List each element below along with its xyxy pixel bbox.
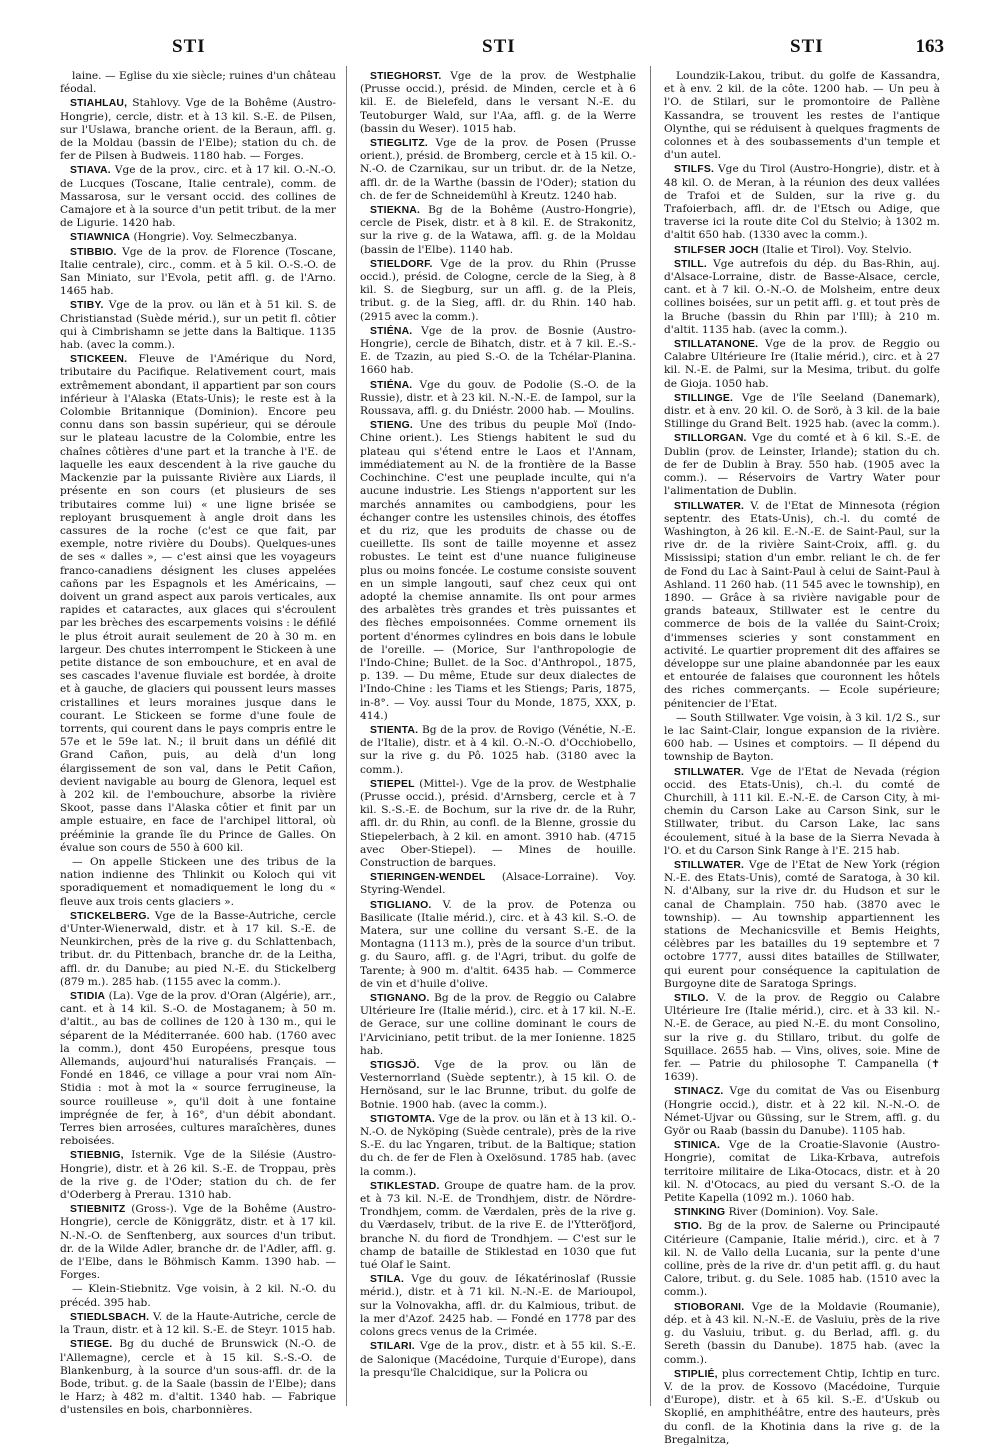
dictionary-entry bbox=[664, 392, 940, 432]
entry-text: Une des tribus du peuple Moï (Indo-Chine orient.). Les Stiengs habitent le sud du plateau qui s'étend entre le Laos et l'Annam, immédiatement au N. de la frontière de la Basse Cochinchine. C'est une peuplade inculte, qui n'a aucune industrie. Les Stiengs n'apportent sur les marchés annamites ou cambodgiens, pour les échanger contre les ustensiles chinois, des étoffes et du riz, que les produits de chasse ou de cueillette. Ils sont de taille moyenne et assez robustes. Le teint est d'une nuance fuligineuse plus ou moins foncée. Le costume consiste souvent en un simple langouti, sauf chez ceux qui ont adopté la chemise annamite. Ils ont pour armes des arbalètes très grandes et très puissantes et des flèches empoisonnées. Comme ornement ils portent d'énormes cylindres en bois dans le lobule de l'oreille. — (Morice, Sur l'anthropologie de l'Indo-Chine; Bullet. de la Soc. d'Anthropol., 1875, p. 139. — Du même, Etude sur deux dialectes de l'Indo-Chine : les Tiams et les Stiengs; Paris, 1875, in-8°. — Voy. aussi Tour du Monde, 1875, XXX, p. 414.) bbox=[360, 419, 637, 722]
entry-headword: STIENTA. bbox=[370, 724, 419, 736]
entry-text: V. de la Haute-Autriche, cercle de la Traun, distr. et à 12 kil. S.-E. de Steyr. 1015 hab. bbox=[60, 1310, 336, 1337]
entry-headword: STIEGLITZ. bbox=[370, 138, 428, 150]
entry-headword: STIEGHORST. bbox=[370, 71, 442, 82]
entry-text: — South Stillwater. Vge voisin, à 3 kil. 1/2 S., sur le lac Saint-Clair, longue expansion de la rivière. 600 hab. — Usines et comptoirs. — Il dépend du township de Bayton. bbox=[664, 711, 940, 764]
entry-headword: STIAWNICA bbox=[70, 232, 131, 244]
entry-headword: STILLORGAN. bbox=[674, 433, 747, 445]
dictionary-entry bbox=[60, 990, 336, 1148]
entry-headword: STINKING bbox=[674, 1207, 726, 1219]
entry-headword: STIGTOMTA. bbox=[370, 1113, 436, 1125]
entry-headword: STIELDORF. bbox=[370, 258, 433, 270]
entry-text: Vge de la prov. ou län et à 13 kil. O.-N.-O. de Nyköping (Suède centrale), près de la rive S.-E. du lac Yngaren, tribut. de la Baltique; station du ch. de fer de Flen à Oxelösund. 1785 hab. (avec la comm.). bbox=[360, 1112, 636, 1178]
running-head-left: STI bbox=[172, 36, 206, 57]
entry-text: Vge du comitat de Vas ou Eisenburg (Hongrie occid.), distr. et à 22 kil. N.-N.-O. de Német-Ujvar ou Güssing, sur le Strem, affl. g. du Györ ou Raab (bassin du Danube). 1105 hab. bbox=[664, 1085, 940, 1138]
entry-text: Stahlovy. Vge de la Bohême (Austro-Hongrie), cercle, distr. et à 13 kil. S.-E. de Pilsen, sur l'Uslawa, branche orient. de la Beraun, affl. g. de la Moldau (bassin de l'Elbe); station du ch. de fer de Pilsen à Budweis. 1180 hab. — Forges. bbox=[60, 97, 336, 163]
column-middle bbox=[360, 70, 636, 1410]
dictionary-entry bbox=[664, 1220, 940, 1299]
entry-headword: STIÉNA. bbox=[370, 379, 413, 391]
dictionary-entry bbox=[360, 1273, 636, 1339]
entry-text: — Klein-Stiebnitz. Vge voisin, à 2 kil. N.-O. du précéd. 395 hab. bbox=[60, 1283, 336, 1309]
dictionary-entry bbox=[664, 1139, 940, 1205]
entry-headword: STIEBNIG, bbox=[70, 1150, 124, 1162]
dictionary-entry bbox=[360, 1180, 636, 1272]
entry-headword: STIÉNA. bbox=[370, 325, 413, 337]
dictionary-entry bbox=[664, 766, 940, 858]
entry-text: Bg de la prov. de Reggio ou Calabre Ultérieure Ire (Italie mérid.), circ. et à 17 kil. N.-E. de Gerace, sur une colline dominant le cours de l'Arviciniano, petit tribut. de la mer Ionienne. 1825 hab. bbox=[360, 992, 637, 1057]
entry-text: Vge de la prov. de Reggio ou Calabre Ultérieure Ire (Italie mérid.), circ. et à 27 kil. N.-E. de Palmi, sur la Mesima, tribut. du golfe de Gioja. 1050 hab. bbox=[664, 338, 940, 390]
column-left bbox=[60, 70, 337, 1417]
entry-text: Vge de l'Etat de New York (région N.-E. des Etats-Unis), comté de Saratoga, à 30 kil. N. d'Albany, sur la rive dr. du Hudson et sur le canal de Champlain. 750 hab. (3870 avec le township). — Au township appartiennent les stations de Mechanicsville et Bemis Heights, célèbres par les batailles du 19 septembre et 7 octobre 1777, aussi dites batailles de Stillwater, qui eurent pour conséquence la capitulation de Burgoyne dite de Saratoga Springs. bbox=[664, 858, 941, 990]
entry-headword: STILA. bbox=[370, 1274, 405, 1286]
entry-headword: STILFSER JOCH bbox=[674, 244, 759, 256]
entry-text: (Gross-). Vge de la Bohême (Austro-Hongrie), cercle de Königgrätz, distr. et à 17 kil. N.-N.-O. de Senftenberg, aux sources d'un tribut. dr. de la Wilde Adler, branche dr. de l'Adler, affl. g. de l'Elbe, dans le Böhmisch Kamm. 1390 hab. — Forges. bbox=[60, 1203, 336, 1282]
entry-text: V. de la prov. de Potenza ou Basilicate (Italie mérid.), circ. et à 43 kil. S.-O. de Matera, sur une colline du versant S.-E. de la Montagna (1113 m.), près de la source d'un tribut. g. du Sauro, affl. g. de l'Agri, tribut. du golfe de Tarente; à 900 m. d'altit. 6435 hab. — Commerce de vin et d'huile d'olive. bbox=[360, 898, 636, 990]
page-number: 163 bbox=[915, 36, 944, 57]
dictionary-entry bbox=[360, 325, 636, 378]
entry-text: — On appelle Stickeen une des tribus de la nation indienne des Thlinkit ou Koloch qui vit sporadiquement et nomadiquement le long du « fleuve aux trois cents glaciers ». bbox=[60, 855, 336, 908]
dictionary-entry bbox=[360, 137, 636, 203]
dictionary-entry bbox=[664, 1085, 940, 1138]
entry-text: Vge de la Basse-Autriche, cercle d'Unter-Wienerwald, distr. et à 17 kil. S.-E. de Neunkirchen, près de la rive g. du Schlattenbach, tribut. dr. du Pittenbach, branche dr. de la Leitha, affl. dr. du Danube; au pied N.-E. du Stickelberg (879 m.). 285 hab. (1155 avec la comm.). bbox=[60, 909, 336, 988]
entry-headword: STIEDLSBACH. bbox=[70, 1311, 150, 1323]
running-head-right: STI bbox=[790, 36, 824, 57]
entry-headword: STILFS. bbox=[674, 164, 715, 176]
dictionary-entry bbox=[60, 353, 336, 855]
entry-text: Vge de la prov. de Florence (Toscane, Italie centrale), circ., comm. et à 5 kil. O.-S.-O. de San Miniato, sur l'Evola, petit affl. g. de l'Arno. 1465 hab. bbox=[60, 245, 336, 298]
entry-text: Vge de l'île Seeland (Danemark), distr. et à env. 20 kil. O. de Sorö, à 3 kil. de la baie Stillinge du Grand Belt. 1925 hab. (avec la comm.). bbox=[664, 391, 940, 431]
entry-headword: STILLWATER. bbox=[674, 766, 745, 778]
running-head-center: STI bbox=[482, 36, 516, 57]
entry-text: (Hongrie). Voy. Selmeczbanya. bbox=[133, 231, 298, 244]
dictionary-entry bbox=[360, 871, 636, 897]
dictionary-entry bbox=[360, 778, 636, 870]
entry-headword: STILO. bbox=[674, 993, 709, 1005]
entry-headword: STIOBORANI. bbox=[674, 1301, 745, 1313]
dictionary-entry bbox=[360, 992, 636, 1058]
entry-headword: STIENG. bbox=[370, 420, 413, 432]
entry-headword: STILLINGE. bbox=[674, 392, 734, 404]
entry-headword: STIDIA bbox=[70, 991, 106, 1003]
entry-text: Vge de la prov. du Rhin (Prusse occid.), présid. de Cologne, cercle de la Sieg, à 8 kil. S. de Siegburg, sur un affl. g. de la Pleis, tribut. g. de la Sieg, affl. dr. du Rhin. 140 hab. (2915 avec la comm.). bbox=[360, 257, 636, 323]
entry-headword: STIKLESTAD. bbox=[370, 1180, 440, 1192]
entry-text: Vge du gouv. de Iékatérinoslaf (Russie mérid.), distr. et à 71 kil. N.-N.-E. de Marioupol, sur la Volnovakha, affl. dr. du Kalmious, tribut. de la mer d'Azof. 2425 hab. — Fondé en 1778 par des colons grecs venus de la Crimée. bbox=[360, 1273, 636, 1339]
dictionary-entry bbox=[60, 246, 336, 299]
entry-text: Vge de l'Etat de Nevada (région occid. des Etats-Unis), ch.-l. du comté de Churchill, à 111 kil. E.-N.-E. de Carson City, à mi-chemin du Carson Lake au Carson Sink, sur le Stillwater, tribut. du Carson Lake, lac sans écoulement, situé à la base de la Sierra Nevada à l'O. et du Carson Sink Range à l'E. 215 hab. bbox=[664, 765, 941, 857]
entry-text: Vge de la prov. de Westphalie (Prusse occid.), présid. de Minden, cercle et à 6 kil. E. de Bielefeld, dans le versant N.-E. du Teutoburger Wald, sur l'Aa, affl. g. de la Werre (bassin du Weser). 1015 hab. bbox=[360, 70, 636, 135]
dictionary-entry bbox=[360, 1059, 636, 1112]
entry-headword: STILLWATER. bbox=[674, 859, 745, 871]
dictionary-entry bbox=[664, 244, 940, 257]
entry-headword: STIEPEL bbox=[370, 778, 415, 790]
entry-text: laine. — Eglise du xie siècle; ruines d'un château féodal. bbox=[60, 70, 336, 96]
entry-headword: STIAVA. bbox=[70, 165, 111, 177]
entry-headword: STILL. bbox=[674, 258, 707, 270]
entry-text: River (Dominion). Voy. Sale. bbox=[728, 1206, 879, 1219]
entry-text: Bg de la prov. de Salerne ou Principauté Citérieure (Campanie, Italie mérid.), circ. et à 7 kil. N. de Vallo della Lucania, sur la pente d'une colline, près de la rive dr. d'un petit affl. g. du haut Calore, tribut. g. du Sele. 1085 hab. (1510 avec la comm.). bbox=[664, 1220, 940, 1299]
entry-text: Vge du gouv. de Podolie (S.-O. de la Russie), distr. et à 23 kil. N.-N.-E. de Iampol, sur la Roussava, affl. g. du Dniéstr. 2000 hab. — Moulins. bbox=[360, 378, 636, 418]
entry-headword: STIBBIO. bbox=[70, 246, 117, 258]
entry-headword: STILLWATER. bbox=[674, 500, 745, 512]
entry-headword: STIERINGEN-WENDEL bbox=[370, 872, 486, 884]
dictionary-entry bbox=[664, 859, 940, 991]
entry-headword: STIPLIÉ, bbox=[674, 1368, 718, 1380]
dictionary-entry bbox=[664, 70, 940, 162]
entry-text: Vge de la prov. de Bosnie (Austro-Hongrie), cercle de Bihatch, distr. et à 7 kil. E.-S.-E. de Tzazin, au pied S.-O. de la Tchélar-Planina. 1660 hab. bbox=[360, 324, 637, 377]
dictionary-entry bbox=[360, 70, 636, 136]
dictionary-entry bbox=[360, 419, 636, 723]
entry-headword: STIGLIANO. bbox=[370, 899, 432, 911]
entry-text: V. de la prov. de Reggio ou Calabre Ultérieure Ire (Italie mérid.), circ. et à 33 kil. N.-N.-E. de Gerace, au pied N.-E. du mont Consolino, sur la rive g. du Stillaro, tribut. du golfe de Squillace. 2655 hab. — Vins, olives, soie. Mine de fer. — Patrie du philosophe T. Campanella (✝ 1639). bbox=[664, 992, 940, 1084]
entry-text: Vge de la prov., circ. et à 17 kil. O.-N.-O. de Lucques (Toscane, Italie centrale), comm. de Massarosa, sur le versant occid. des collines de Camajore et à la source d'un petit tribut. de la mer de Ligurie. 1420 hab. bbox=[60, 164, 336, 230]
dictionary-entry bbox=[60, 164, 336, 230]
entry-headword: STICKEEN. bbox=[70, 354, 128, 366]
dictionary-entry bbox=[360, 1113, 636, 1179]
page-header bbox=[0, 36, 1000, 66]
dictionary-entry bbox=[60, 1338, 336, 1417]
entry-headword: STILLATANONE. bbox=[674, 339, 759, 351]
dictionary-entry bbox=[664, 163, 940, 242]
entry-headword: STIEKNA. bbox=[370, 205, 421, 217]
entry-headword: STINACZ. bbox=[674, 1086, 724, 1098]
dictionary-entry bbox=[360, 724, 636, 777]
dictionary-entry bbox=[60, 910, 336, 989]
entry-text: Vge de la Moldavie (Roumanie), dép. et à 43 kil. N.-N.-E. de Vasluiu, près de la rive g. du Vasluiu, tribut. g. du Berlad, affl. g. du Sereth (bassin du Danube). 1875 hab. (avec la comm.). bbox=[664, 1300, 940, 1366]
entry-headword: STIBY. bbox=[70, 300, 104, 312]
entry-text: Vge autrefois du dép. du Bas-Rhin, auj. d'Alsace-Lorraine, distr. de Basse-Alsace, cercle, cant. et à 7 kil. O.-N.-O. de Molsheim, entre deux collines boisées, sur un petit affl. g. et tout près de la Bruche (bassin du Rhin par l'Ill); à 210 m. d'altit. 1135 hab. (avec la comm.). bbox=[664, 257, 941, 336]
dictionary-entry bbox=[60, 97, 336, 163]
entry-text: Vge de la prov. ou län et à 51 kil. S. de Christianstad (Suède mérid.), sur un petit fl. côtier qui à Cimbrishamn se jette dans la Baltique. 1135 hab. (avec la comm.). bbox=[60, 299, 336, 352]
column-rule bbox=[650, 66, 651, 1406]
entry-headword: STIEBNITZ bbox=[70, 1204, 126, 1216]
entry-headword: STINICA. bbox=[674, 1140, 721, 1152]
dictionary-entry bbox=[60, 1149, 336, 1202]
dictionary-entry bbox=[664, 258, 940, 337]
entry-text: Loundzik-Lakou, tribut. du golfe de Kassandra, et à env. 2 kil. de la côte. 1200 hab. — Un peu à l'O. de Stilari, sur le promontoire de Pallène Kassandra, se trouvent les restes de l'antique Olynthe, qui se réduisent à quelques fragments de colonnes et à des soubassements d'un temple et d'un autel. bbox=[664, 70, 940, 162]
dictionary-entry bbox=[60, 231, 336, 244]
entry-headword: STILARI. bbox=[370, 1341, 415, 1353]
entry-text: Bg du duché de Brunswick (N.-O. de l'Allemagne), cercle et à 15 kil. S.-S.-O. de Blankenburg, à la source d'un sous-affl. dr. de la Bode, tribut. g. de la Saale (bassin de l'Elbe); dans le Harz; à 482 m. d'altit. 1340 hab. — Fabrique d'ustensiles en bois, charbonnières. bbox=[60, 1338, 336, 1417]
dictionary-entry bbox=[60, 1283, 336, 1309]
entry-headword: STICKELBERG. bbox=[70, 910, 150, 922]
dictionary-entry bbox=[664, 500, 940, 711]
column-rule bbox=[346, 66, 347, 1406]
entry-headword: STIGSJÖ. bbox=[370, 1060, 420, 1072]
entry-text: Vge de la Croatie-Slavonie (Austro-Hongrie), comitat de Lika-Krbava, autrefois territoire militaire de Lika-Otocacs, distr. et à 20 kil. N. d'Otocacs, au pied du versant S.-O. de la Petite Kapella (1092 m.). 1060 hab. bbox=[664, 1139, 940, 1205]
entry-headword: STIO. bbox=[674, 1221, 703, 1233]
entry-text: plus correctement Chtip, Ichtip en turc. V. de la prov. de Kossovo (Macédoine, Turquie d'Europe), distr. et à 65 kil. S.-E. d'Uskub ou Skoplié, en amphithéâtre, entre des hauteurs, près du confl. de la Khotinia dans la rive g. de la Bregalnitza, bbox=[664, 1367, 940, 1446]
dictionary-entry bbox=[360, 379, 636, 419]
dictionary-entry bbox=[664, 992, 940, 1084]
dictionary-entry bbox=[60, 856, 336, 909]
dictionary-entry bbox=[664, 1206, 940, 1219]
column-right bbox=[664, 70, 941, 1446]
entry-text: Isternik. Vge de la Silésie (Austro-Hongrie), distr. et à 26 kil. S.-E. de Troppau, près de la rive g. de l'Oder; station du ch. de fer d'Oderberg à Prerau. 1310 hab. bbox=[60, 1149, 336, 1202]
entry-text: V. de l'Etat de Minnesota (région septentr. des Etats-Unis), ch.-l. du comté de Washington, à 26 kil. E.-N.-E. de Saint-Paul, sur la rive dr. de la rivière Saint-Croix, affl. g. du Mississipi; station d'un embr. reliant le ch. de fer de Fond du Lac à Saint-Paul à celui de Saint-Paul à Ashland. 11 260 hab. (11 545 avec le township), en 1890. — Grâce à sa rivière navigable pour de grands bateaux, Stillwater est le centre du commerce de bois de la vallée du Saint-Croix; d'immenses scieries y sont constamment en activité. Le quartier proprement dit des affaires se développe sur une plaine abandonnée par les eaux et entourée de falaises que couronnent les hôtels des riches commerçants. — Ecole supérieure; pénitencier de l'Etat. bbox=[664, 499, 940, 710]
entry-text: Bg de la Bohême (Austro-Hongrie), cercle de Pisek, distr. et à 8 kil. E. de Strakonitz, sur la rive g. de la Watawa, affl. g. de la Moldau (bassin de l'Elbe). 1140 hab. bbox=[360, 204, 636, 256]
dictionary-entry bbox=[360, 204, 636, 257]
dictionary-entry bbox=[60, 70, 336, 96]
entry-text: (La). Vge de la prov. d'Oran (Algérie), arr., cant. et à 14 kil. S.-O. de Mostaganem; à 50 m. d'altit., au bas de collines de 120 à 130 m., qui le séparent de la Méditerranée. 600 hab. (1760 avec la comm.), dont 450 Européens, presque tous Allemands, aujourd'hui naturalisés Français. — Fondé en 1846, ce village a pour vrai nom Aïn-Stidia : mot à mot la « source ferrugineuse, la source rouilleuse », qu'il doit à une fontaine imprégnée de fer, à 16°, d'un débit abondant. Terres bien arrosées, cultures maraîchères, dunes reboisées. bbox=[60, 990, 337, 1148]
entry-headword: STIAHLAU, bbox=[70, 98, 128, 110]
entry-headword: STIGNANO. bbox=[370, 993, 430, 1005]
dictionary-entry bbox=[664, 1301, 940, 1367]
dictionary-entry bbox=[60, 1203, 336, 1282]
dictionary-entry bbox=[664, 712, 940, 765]
dictionary-entry bbox=[360, 1340, 636, 1380]
dictionary-entry bbox=[360, 899, 636, 991]
dictionary-entry bbox=[664, 432, 940, 498]
entry-text: Vge de la prov., distr. et à 55 kil. S.-E. de Salonique (Macédoine, Turquie d'Europe), dans la presqu'île Chalcidique, sur la Policra ou bbox=[360, 1340, 636, 1379]
entry-text: (Alsace-Lorraine). Voy. Styring-Wendel. bbox=[360, 871, 636, 897]
entry-text: Bg de la prov. de Rovigo (Vénétie, N.-E. de l'Italie), distr. et à 4 kil. O.-N.-O. d'Occhiobello, sur la rive g. du Pô. 1025 hab. (3180 avec la comm.). bbox=[360, 723, 636, 776]
entry-text: Vge de la prov. de Posen (Prusse orient.), présid. de Bromberg, cercle et à 15 kil. O.-N.-O. de Czarnikau, sur un tribut. dr. de la Netze, affl. dr. de la Warthe (bassin de l'Oder); station du ch. de fer de Schneidemühl à Kreutz. 1240 hab. bbox=[360, 137, 636, 202]
entry-headword: STIEGE. bbox=[70, 1339, 113, 1351]
dictionary-entry bbox=[664, 338, 940, 391]
entry-text: Vge du comté et à 6 kil. S.-E. de Dublin (prov. de Leinster, Irlande); station du ch. de fer de Dublin à Bray. 550 hab. (1905 avec la comm.). — Réservoirs de Vartry Water pour l'alimentation de Dublin. bbox=[664, 432, 940, 498]
entry-text: Vge de la prov. ou län de Vesternorrland (Suède septentr.), à 15 kil. O. de Hernösand, sur le lac Brunne, tribut. du golfe de Botnie. 1900 hab. (avec la comm.). bbox=[360, 1059, 636, 1111]
entry-text: (Italie et Tirol). Voy. Stelvio. bbox=[761, 243, 912, 256]
entry-text: Groupe de quatre ham. de la prov. et à 73 kil. N.-E. de Trondhjem, distr. de Nördre-Trondhjem, comm. de Værdalen, près de la rive g. du Værdaselv, tribut. de la rive E. de l'Ytteröfjord, branche N. du fiord de Trondhjem. — C'est sur le champ de bataille de Stiklestad en 1030 que fut tué Olaf le Saint. bbox=[360, 1179, 636, 1272]
entry-text: Fleuve de l'Amérique du Nord, tributaire du Pacifique. Relativement court, mais extrêmement abondant, il appartient par son cours inférieur à l'Alaska (Etats-Unis); le reste est à la Colombie Britannique (Dominion). Encore peu connu dans son bassin supérieur, qui se déroule sur le plateau lacustre de la Colombie, entre les chaînes côtières d'une part et la tranche à l'E. de laquelle les eaux descendent à la rive gauche du Mackenzie par la puissante Rivière aux Liards, il présente en son cours (et plusieurs de ses tributaires comme lui) « une ligne brisée se reployant brusquement à angle droit dans les cassures de la roche (c'est ce que fait, par exemple, notre rivière du Doubs). Quelques-unes de ses « dalles », — c'est ainsi que les voyageurs franco-canadiens désignent les cluses appelées cañons par les Espagnols et les Américains, — doivent un grand aspect aux parois verticales, aux rapides et cataractes, aux glaces qui s'écroulent par les brèches des escarpements voisins : le défilé le plus étroit aurait seulement de 20 à 30 m. en largeur. Des chutes interrompent le Stickeen à une petite distance de son embouchure, et en aval de ses cascades l'avenue fluviale est bordée, à droite et à gauche, de glaciers qui poussent leurs masses cristallines et leurs moraines jusque dans le courant. Le Stickeen se forme d'une foule de torrents, qui courent dans le pays compris entre le 57e et le 59e lat. N.; il bruit dans un défilé dit Grand Cañon, puis, au delà d'un long élargissement de son val, dans le Petit Cañon, devient navigable au bourg de Glenora, lequel est à 202 kil. de l'embouchure, absorbe la rivière Skoot, passe dans l'Alaska côtier et finit par un ample estuaire, en face de l'archipel littoral, où prééminie la grande île du Prince de Galles. On évalue son cours de 550 à 600 kil. bbox=[60, 353, 336, 854]
dictionary-entry bbox=[664, 1368, 940, 1447]
entry-text: (Mittel-). Vge de la prov. de Westphalie (Prusse occid.), présid. d'Arnsberg, cercle et à 7 kil. S.-S.-E. de Bochum, sur la rive dr. de la Ruhr, affl. dr. du Rhin, au confl. de la Blenne, grossie du Stiepelerbach, à 2 kil. en amont. 3910 hab. (4715 avec Ober-Stiepel). — Mines de houille. Construction de barques. bbox=[360, 777, 636, 869]
dictionary-entry bbox=[60, 1311, 336, 1337]
entry-text: Vge du Tirol (Austro-Hongrie), distr. et à 48 kil. O. de Meran, à la réunion des deux vallées de Trafoi et de Sulden, sur la rive g. du Trafoierbach, affl. dr. de l'Etsch ou Adige, que traverse ici la route dite Col du Stelvio; à 1302 m. d'altit 650 hab. (1330 avec la comm.). bbox=[664, 163, 940, 242]
dictionary-entry bbox=[360, 258, 636, 324]
dictionary-entry bbox=[60, 299, 336, 352]
